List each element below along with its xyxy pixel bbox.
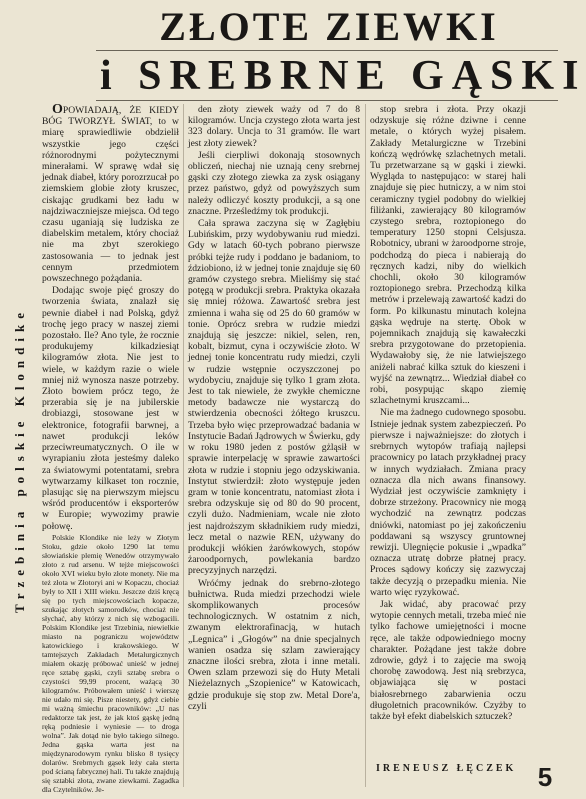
headline-line-2: i SREBRNE GĄSKI [100,53,586,99]
column-divider [365,104,366,787]
section-label-text: Trzebinia polskie Klondike [12,306,28,614]
paragraph: Polskie Klondike nie leży w Złotym Stoku, gdzie około 1290 lat temu słowiańskie plemię Wenedów otrzymywało złoto z rud arsenu. W tejże miejscowości około XVI wieku było złote monety. Nie ma też złota w Złotoryi ani w Kopaczu, chociaż były to XII i XIII wieku. Jeszcze dziś kręcą się po tych miejscowościach kopacze, szukając złotych samorodków, chociaż nie słychać, aby którzy z nich się wzbogacili. Polskim Klondike jest Trzebinia, niewielkie miasto na pograniczu województw katowickiego i krakowskiego. W tamtejszych Zakładach Metalurgicznych miałem okazję próbować unieść w jednej ręce sztabę gąski, czyli sztabę srebra o czystości 99,99 procent, ważącą 30 kilogramów. Próbowałem unieść i wierszę nie udało mi się. Pisze niestety, gdyż ciebie mi ważną śmiechu pracowników: „U nas redaktorze tak jest, że jak ktoś gąskę jedną ręką podniesie i wyniesie — to droga wolna”. Jak dotąd nie było takiego silnego. Jedna gąska warta jest na międzynarodowym rynku blisko 8 tysięcy dolarów. Srebrnych gąsek leży cała sterta pod ścianą fabrycznej hali. Tu także znajdują się sztabki złota, zwane ziewkami. Zagadka dla Czytelników. Je- [42,532,179,794]
section-label [2,140,38,780]
article-column-3 [370,104,526,727]
paragraph: stop srebra i złota. Przy okazji odzyskuje się różne dziwne i cenne metale, o których wyżej pisałem. Zakłady Metalurgiczne w Trzebini kończą wędrówkę szlachetnych metali. Tu przetwarzane są w gąski i ziewki. Wygląda to następująco: w starej hali znajduje się piec hutniczy, a w nim stoi ceramiczny tygiel podobny do wielkiej filiżanki, zawierający 80 kilogramów czystego srebra, roztopionego do temperatury 1250 stopni Celsjusza. Robotnicy, ubrani w żaroodporne stroje, podchodzą do pieca i nabierają do ręcznych kadzi, niby do wielkich chochli, około 30 kilogramów roztopionego srebra. Przechodzą kilka metrów i przelewają zawartość kadzi do form. Po kilkunastu minutach kolejna gąska wędruje na stertę. Obok w pojemnikach znajdują się kawałeczki srebra przygotowane do przetopienia. Wydawałoby się, że nie latwiejszego aniżeli nabrać kilka sztuk do kieszeni i wyjść na zewnątrz... Wiedział diabeł co robi, posypując skąpo ziemię szlachetnymi kruszcami... [370,104,526,407]
paragraph: den złoty ziewek waży od 7 do 8 kilogramów. Uncja czystego złota warta jest 323 dolary. Uncja to 31 gramów. Ile wart jest złoty ziewek? [188,104,360,149]
page-number: 5 [537,762,553,792]
article-column-1 [42,102,179,794]
headline [100,4,586,100]
headline-rule [96,100,558,101]
article-column-2 [188,104,360,787]
paragraph: Nie ma żadnego cudownego sposobu. Istnieje jednak system zabezpieczeń. Po pierwsze i najważniejsze: do złotych i srebrnych wytopów trafiają najlepsi pracownicy po latach przykładnej pracy w innych wydziałach. Zmiana pracy oznacza dla nich awans finansowy. Wydział jest oczywiście zamknięty i dobrze strzeżony. Pracownicy nie mogą wychodzić na zewnątrz podczas dniówki, natomiast po jej zakończeniu poddawani są wszyscy gruntownej rewizji. Ulegnięcie pokusie i „wpadka” oznacza utratę dobrze płatnej pracy. Proces sądowy kończy się zazwyczaj także decyzją o przepadku mienia. Nie warto więc ryzykować. [370,407,526,598]
author-byline: IRENEUSZ ŁĘCZEK [376,763,517,774]
paragraph: OPOWIADAJĄ, ŻE KIEDY BÓG TWORZYŁ ŚWIAT, to w miarę sprawiedliwie obdzielił wszystkie jego części różnorodnymi pożytecznymi minerałami. W sprawę wdał się jednak diabeł, który porozrzucał po ziemskiem globie złoty kruszec, ciskając grudkami bez ładu w najdziwaczniejsze miejsca. Od tego czasu uganiają się ludziska ze diabelskim metalem, który chociaż nie ma zbyt szerokiego zastosowania — to jednak jest cennym przedmiotem powszechnego pożądania. [42,102,179,285]
paragraph: Jeśli cierpliwi dokonają stosownych obliczeń, niechaj nie uznają ceny srebrnej gąski czy złotego ziewka za zysk osiągany przez państwo, gdyż od powyższych sum należy odliczyć koszty produkcji, a są one znaczne. Prześledźmy tok produkcji. [188,149,360,217]
column-divider [183,104,184,787]
paragraph: Jak widać, aby pracować przy wytopie cennych metali, trzeba mieć nie tylko fachowe umiejętności i mocne ręce, ale także odpowiedniego mocny charakter. Pożądane jest także dobre zdrowie, gdyż i to zajęcie ma swoją chorobę zawodową. Jest nią srebrzyca, objawiająca się w postaci białosrebrnego zabarwienia oczu długoletnich pracowników. Czyżby to także był efekt diabelskich sztuczek? [370,598,526,722]
paragraph: Cała sprawa zaczyna się w Zagłębiu Lubińskim, przy wydobywaniu rud miedzi. Gdy w latach 60-tych pobrano pierwsze próbki tejże rudy i poddano je badaniom, to ździobiono, iż w jednej tonie znajduje się 60 gramów czystego srebra. Mieliśmy się stać potęgą w produkcji srebra. Praktyka okazała się mniej różowa. Zawartość srebra jest zmienna i waha się od 25 do 60 gramów w tonie. Oprócz srebra w rudzie miedzi znajdują się jeszcze: nikiel, selen, ren, kobalt, bizmut, cyna i oczywiście złoto. W jednej tonie koncentratu rudy miedzi, czyli w rudzie wstępnie oczyszczonej po wydobyciu, znajduje się tylko 1 gram złota. Jest to tak niewiele, że zwykłe chemiczne metody badawcze nie wystarczą do stwierdzenia obecności żółtego kruszcu. Trzeba było więc przeprowadzać badania w Instytucie Badań Jądrowych w Świerku, gdy w roku 1980 jeden z postów gżląsił w sprawie interpelację w sprawie zawartości złota w rudzie i stopniu jego odzyskiwania. Instytut stwierdził: złoto występuje jeden gram w tonie koncentratu, natomiast złota i srebra odzyskuje się od 80 do 90 procent, czyli dużo. Nadmieniam, wcale nie złoto jest najdroższym składnikiem rudy miedzi, lecz metal o nazwie REN, używany do produkcji włókien żarówkowych, stopów żaroodpornych, powlekania bardzo precyzyjnych narzędzi. [188,218,360,577]
headline-line-1: ZŁOTE ZIEWKI [159,4,499,49]
paragraph: Wróćmy jednak do srebrno-złotego bułnictwa. Ruda miedzi przechodzi wiele skomplikowanych procesów technologicznych. W ostatnim z nich, zwanym elektrorafinacją, w hutach „Legnica” i „Głogów” na dnie specjalnych wanien osadza się szlam zawierający znaczne ilości srebra, złota i inne metali. Owen szlam przewozi się do Huty Metali Nieżelaznych „Szopienice” w Katowicach, gdzie produkuje się stop zw. Metal Dore'a, czyli [188,577,360,712]
headline-rule [96,50,558,51]
paragraph: Dodając swoje pięć groszy do tworzenia świata, znalazł się pewnie diabeł i nad Polską, gdyż trochę jego pracy w naszej ziemi pozostało. Ile? Ano tyle, że rocznie produkujemy kilkadziesiąt kilogramów złota. Nie jest to wiele, w każdym razie o wiele mniej niż wynosza nasze potrzeby. Złoto bowiem prócz tego, że przerabia się je na jubilerskie drobiazgi, stosowane jest w elektronice, fotografii barwnej, a nawet produkcji leków przeciwreumatycznych. O ile w wyrapianiu złota jesteśmy daleko za światowymi potentatami, srebra wytwarzamy kilkaset ton rocznie, plasując się na pierwszym miejscu wśród producentów i eksporterów w Europie; wywozimy prawie połowę. [42,285,179,532]
